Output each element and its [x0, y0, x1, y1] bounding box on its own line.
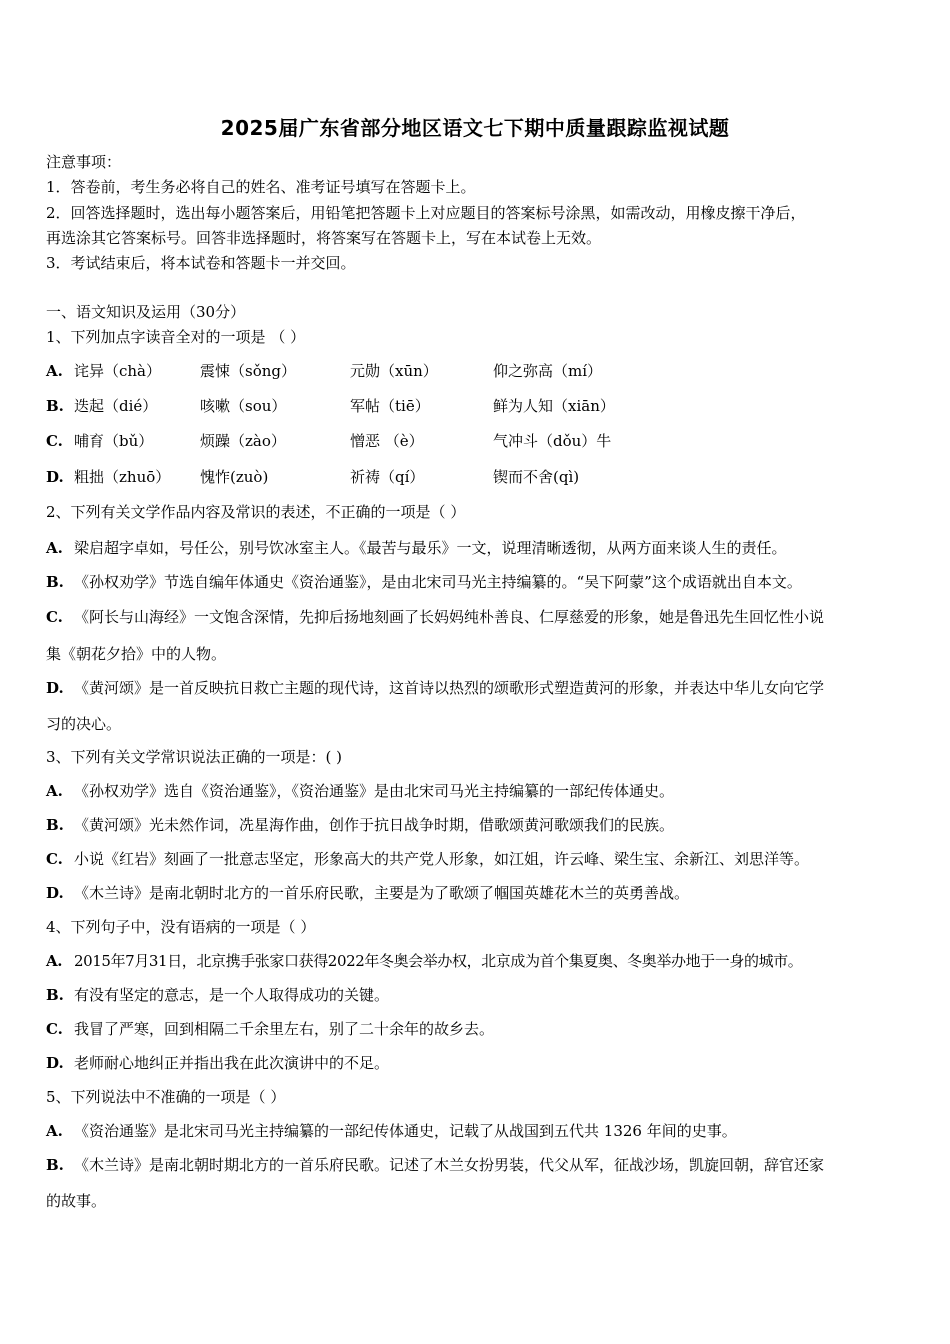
section-heading: 一、语文知识及运用（30分） — [46, 303, 246, 321]
q2-option-b — [46, 572, 802, 592]
q4-stem: 4、下列句子中，没有语病的一项是（ ） — [46, 918, 316, 936]
notice-item-3: 3．考试结束后，将本试卷和答题卡一并交回。 — [46, 254, 356, 272]
q3-option-c — [46, 849, 809, 869]
q3-option-d — [46, 883, 689, 903]
q4-option-c — [46, 1019, 494, 1039]
q1-stem: 1、下列加点字读音全对的一项是 （ ） — [46, 328, 306, 346]
q4-option-d — [46, 1053, 389, 1073]
q5-b-text: 《木兰诗》是南北朝时期北方的一首乐府民歌。记述了木兰女扮男装，代父从军，征战沙场，凯旋回朝，辞官还家 — [74, 1156, 825, 1174]
q2-b-text: 《孙权劝学》节选自编年体通史《资治通鉴》，是由北宋司马光主持编纂的。“吴下阿蒙”这个成语就出自本文。 — [74, 573, 802, 591]
q3-c-text: 小说《红岩》刻画了一批意志坚定，形象高大的共产党人形象，如江姐，许云峰、梁生宝、余新江、刘思洋等。 — [74, 850, 810, 868]
notice-item-1: 1．答卷前，考生务必将自己的姓名、准考证号填写在答题卡上。 — [46, 178, 476, 196]
q1-option-c-label: C. — [46, 432, 63, 450]
q1-d-4: 锲而不舍(qì) — [493, 468, 580, 486]
q5-a-text: 《资治通鉴》是北宋司马光主持编纂的一部纪传体通史，记载了从战国到五代共 1326 年间的史事。 — [74, 1122, 737, 1140]
q1-d-3: 祈祷（qí） — [350, 468, 425, 486]
q1-b-4: 鲜为人知（xiān） — [493, 397, 615, 415]
q3-a-label: A. — [46, 782, 63, 800]
q1-c-4: 气冲斗（dǒu）牛 — [493, 432, 612, 450]
q1-a-4: 仰之弥高（mí） — [493, 362, 603, 380]
q1-option-b-label: B. — [46, 397, 64, 415]
notice-item-2-cont: 再选涂其它答案标号。回答非选择题时，将答案写在答题卡上，写在本试卷上无效。 — [46, 229, 602, 247]
q4-b-label: B. — [46, 986, 64, 1004]
q1-b-3: 军帖（tiē） — [350, 397, 430, 415]
q4-option-b — [46, 985, 389, 1005]
q3-b-text: 《黄河颂》光未然作词，冼星海作曲，创作于抗日战争时期，借歌颂黄河歌颂我们的民族。 — [74, 816, 675, 834]
q2-option-c — [46, 607, 824, 627]
q4-a-label: A. — [46, 952, 63, 970]
q2-b-label: B. — [46, 573, 64, 591]
q3-d-text: 《木兰诗》是南北朝时北方的一首乐府民歌，主要是为了歌颂了帼国英雄花木兰的英勇善战。 — [74, 884, 690, 902]
q1-a-3: 元勋（xūn） — [350, 362, 438, 380]
notice-heading: 注意事项： — [46, 153, 122, 171]
q2-a-label: A. — [46, 539, 63, 557]
q4-c-label: C. — [46, 1020, 63, 1038]
q2-a-text: 梁启超字卓如，号任公，别号饮冰室主人。《最苦与最乐》一文，说理清晰透彻，从两方面来谈人生的责任。 — [74, 539, 787, 557]
q1-option-a-label: A. — [46, 362, 63, 380]
q5-stem: 5、下列说法中不准确的一项是（ ） — [46, 1088, 286, 1106]
q3-stem: 3、下列有关文学常识说法正确的一项是：( ) — [46, 748, 343, 766]
q4-d-label: D. — [46, 1054, 64, 1072]
q5-option-b-cont: 的故事。 — [46, 1192, 107, 1210]
q1-option-d-label: D. — [46, 468, 64, 486]
page-title: 2025届广东省部分地区语文七下期中质量跟踪监视试题 — [220, 116, 730, 140]
q5-b-label: B. — [46, 1156, 64, 1174]
q4-option-a — [46, 951, 802, 971]
q3-option-b — [46, 815, 674, 835]
q2-option-a — [46, 538, 787, 558]
q5-option-b — [46, 1155, 824, 1175]
q1-d-2: 愧怍(zuò) — [200, 468, 269, 486]
q2-c-label: C. — [46, 608, 63, 626]
q1-a-2: 震悚（sǒng） — [200, 362, 296, 380]
q4-d-text: 老师耐心地纠正并指出我在此次演讲中的不足。 — [74, 1054, 390, 1072]
q1-c-3: 憎恶 （è） — [350, 432, 424, 450]
q2-option-d-cont: 习的决心。 — [46, 715, 122, 733]
q1-c-1: 哺育（bǔ） — [74, 432, 154, 450]
q1-c-2: 烦躁（zào） — [200, 432, 286, 450]
q2-d-text: 《黄河颂》是一首反映抗日救亡主题的现代诗，这首诗以热烈的颂歌形式塑造黄河的形象，并表达中华儿女向它学 — [74, 679, 825, 697]
q3-c-label: C. — [46, 850, 63, 868]
q3-b-label: B. — [46, 816, 64, 834]
q1-b-2: 咳嗽（sou） — [200, 397, 287, 415]
q1-d-1: 粗拙（zhuō） — [74, 468, 171, 486]
q1-b-1: 迭起（dié） — [74, 397, 158, 415]
q5-a-label: A. — [46, 1122, 63, 1140]
q2-c-text: 《阿长与山海经》一文饱含深情，先抑后扬地刻画了长妈妈纯朴善良、仁厚慈爱的形象，她是鲁迅先生回忆性小说 — [74, 608, 825, 626]
q2-stem: 2、下列有关文学作品内容及常识的表述，不正确的一项是（ ） — [46, 503, 466, 521]
notice-item-2: 2．回答选择题时，选出每小题答案后，用铅笔把答题卡上对应题目的答案标号涂黑，如需改动，用橡皮擦干净后， — [46, 204, 806, 222]
q2-d-label: D. — [46, 679, 64, 697]
q4-c-text: 我冒了严寒，回到相隔二千余里左右，别了二十余年的故乡去。 — [74, 1020, 495, 1038]
q5-option-a — [46, 1121, 737, 1141]
q4-a-text: 2015年7月31日，北京携手张家口获得2022年冬奥会举办权，北京成为首个集夏奥、冬奥举办地于一身的城市。 — [74, 952, 803, 970]
q2-option-d — [46, 678, 824, 698]
q4-b-text: 有没有坚定的意志，是一个人取得成功的关键。 — [74, 986, 390, 1004]
q3-option-a — [46, 781, 674, 801]
q2-option-c-cont: 集《朝花夕拾》中的人物。 — [46, 645, 227, 663]
q1-a-1: 诧异（chà） — [74, 362, 162, 380]
q3-a-text: 《孙权劝学》选自《资治通鉴》，《资治通鉴》是由北宋司马光主持编纂的一部纪传体通史。 — [74, 782, 675, 800]
q3-d-label: D. — [46, 884, 64, 902]
